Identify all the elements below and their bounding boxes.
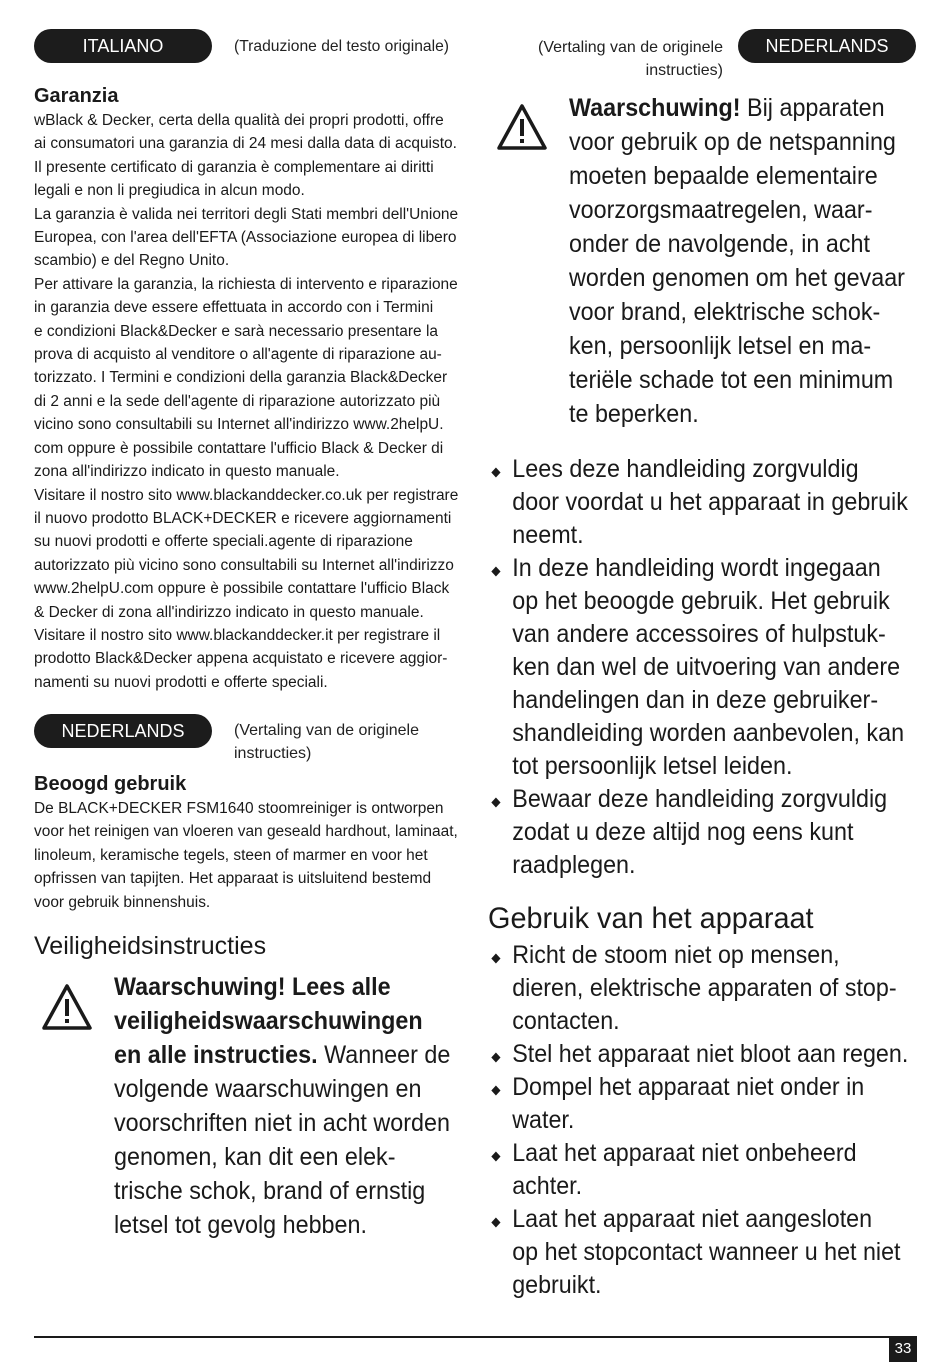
bullet-item xyxy=(488,783,908,882)
warning-bold-text: Waarschuwing! xyxy=(569,94,741,122)
text-line: opfrissen van tapijten. Het apparaat is uitsluitend bestemd xyxy=(34,870,432,888)
warning-line xyxy=(569,227,905,261)
warning-text: Bij apparaten xyxy=(740,94,885,122)
bullet-line: Bewaar deze handleiding zorgvuldig xyxy=(512,785,888,813)
usage-bullet-list xyxy=(488,939,908,1302)
warning-line xyxy=(114,1072,450,1106)
translation-note-nl xyxy=(234,719,419,765)
bullet-item xyxy=(488,1071,908,1137)
bullet-item xyxy=(488,939,908,1038)
warning-line xyxy=(114,1174,450,1208)
warning-text: volgende waarschuwingen en xyxy=(114,1075,422,1103)
bullet-line: Laat het apparaat niet aangesloten xyxy=(512,1205,873,1233)
right-warning-text xyxy=(569,91,905,431)
language-badge-nederlands: NEDERLANDS xyxy=(34,714,212,748)
bullet-line: Lees deze handleiding zorgvuldig xyxy=(512,455,859,483)
translation-note-it: (Traduzione del testo originale) xyxy=(234,38,449,55)
warning-text: voor brand, elektrische schok- xyxy=(569,298,881,326)
bullet-line: neemt. xyxy=(512,521,584,549)
text-line: La garanzia è valida nei territori degli Stati membri dell'Unione xyxy=(34,205,459,223)
bullet-line: In deze handleiding wordt ingegaan xyxy=(512,554,881,582)
translation-note-line: instructies) xyxy=(645,62,723,79)
bullet-diamond-icon xyxy=(491,468,500,478)
translation-note-nl-header xyxy=(520,36,723,82)
warning-line xyxy=(114,1004,450,1038)
safety-warning-text xyxy=(114,970,450,1242)
bullet-line: Richt de stoom niet op mensen, xyxy=(512,941,840,969)
warning-line xyxy=(569,193,905,227)
warning-text: letsel tot gevolg hebben. xyxy=(114,1211,367,1239)
warning-bold-text: Waarschuwing! Lees alle xyxy=(114,973,391,1001)
bullet-line: gebruikt. xyxy=(512,1271,602,1299)
text-line: legali e non li pregiudica in alcun modo. xyxy=(34,182,305,200)
bullet-line: achter. xyxy=(512,1172,583,1200)
warning-line xyxy=(114,1208,450,1242)
bullet-line: handelingen dan in deze gebruiker- xyxy=(512,686,879,714)
text-line: zona all'indirizzo indicato in questo manuale. xyxy=(34,463,340,481)
bullet-line: ken dan wel de uitvoering van andere xyxy=(512,653,901,681)
text-line: Visitare il nostro sito www.blackanddecker.it per registrare il xyxy=(34,626,441,644)
bullet-line: door voordat u het apparaat in gebruik xyxy=(512,488,908,516)
footer-rule xyxy=(34,1336,916,1338)
warning-line xyxy=(569,125,905,159)
text-line: vicino sono consultabili su Internet all'indirizzo www.2helpU. xyxy=(34,416,444,434)
warning-line xyxy=(114,1038,450,1072)
text-line: prodotto Black&Decker appena acquistato e ricevere aggior- xyxy=(34,650,448,668)
text-line: Europea, con l'area dell'EFTA (Associazione europea di libero xyxy=(34,229,457,247)
warning-text: voorschriften niet in acht worden xyxy=(114,1109,450,1137)
bullet-line: van andere accessoires of hulpstuk- xyxy=(512,620,886,648)
page-number: 33 xyxy=(889,1336,917,1362)
text-line: & Decker di zona all'indirizzo indicato in questo manuale. xyxy=(34,603,424,621)
bullet-line: Stel het apparaat niet bloot aan regen. xyxy=(512,1040,909,1068)
text-line: prova di acquisto al venditore o all'agente di riparazione au- xyxy=(34,346,442,364)
text-line: torizzato. I Termini e condizioni della garanzia Black&Decker xyxy=(34,369,448,387)
bullet-item xyxy=(488,1137,908,1203)
bullet-diamond-icon xyxy=(491,954,500,964)
text-line: su nuovi prodotti e offerte speciali.agente di riparazione xyxy=(34,533,413,551)
bullet-item xyxy=(488,1203,908,1302)
section-title-gebruik: Gebruik van het apparaat xyxy=(488,902,814,935)
warning-line xyxy=(569,363,905,397)
text-line: voor gebruik binnenshuis. xyxy=(34,893,211,911)
bullet-line: shandleiding worden aanbevolen, kan xyxy=(512,719,905,747)
text-line: wBlack & Decker, certa della qualità dei propri prodotti, offre xyxy=(34,112,444,129)
beoogd-gebruik-body xyxy=(34,797,458,914)
warning-triangle-icon xyxy=(496,103,548,151)
text-line: voor het reinigen van vloeren van geseald hardhout, laminaat, xyxy=(34,823,458,841)
warning-line xyxy=(114,970,450,1004)
bullet-diamond-icon xyxy=(491,798,500,808)
warning-text: voorzorgsmaatregelen, waar- xyxy=(569,196,873,224)
warning-text: te beperken. xyxy=(569,400,699,428)
warning-line xyxy=(569,329,905,363)
bullet-line: dieren, elektrische apparaten of stop- xyxy=(512,974,897,1002)
translation-note-line: (Vertaling van de originele xyxy=(234,722,420,739)
text-line: www.2helpU.com oppure è possibile contattare l'ufficio Black xyxy=(34,580,450,598)
bullet-diamond-icon xyxy=(491,1053,500,1063)
warning-text: onder de navolgende, in acht xyxy=(569,230,870,258)
bullet-diamond-icon xyxy=(491,567,500,577)
bullet-item xyxy=(488,1038,908,1071)
warning-line xyxy=(569,91,905,125)
bullet-item xyxy=(488,453,908,552)
text-line: di 2 anni e la sede dell'agente di riparazione autorizzato più xyxy=(34,392,441,410)
section-title-garanzia: Garanzia xyxy=(34,85,119,107)
bullet-line: contacten. xyxy=(512,1007,620,1035)
translation-note-line: (Vertaling van de originele xyxy=(537,39,723,56)
warning-line xyxy=(569,397,905,431)
warning-triangle-icon xyxy=(41,983,93,1031)
translation-note-line: instructies) xyxy=(234,745,312,762)
warning-text: trische schok, brand of ernstig xyxy=(114,1177,426,1205)
section-title-veiligheidsinstructies: Veiligheidsinstructies xyxy=(34,932,267,960)
bullet-item xyxy=(488,552,908,783)
text-line: linoleum, keramische tegels, steen of marmer en voor het xyxy=(34,846,428,864)
text-line: autorizzato più vicino sono consultabili su Internet all'indirizzo xyxy=(34,556,454,574)
bullet-line: Laat het apparaat niet onbeheerd xyxy=(512,1139,857,1167)
warning-text: teriële schade tot een minimum xyxy=(569,366,894,394)
text-line: com oppure è possibile contattare l'ufficio Black & Decker di xyxy=(34,439,444,457)
text-line: Il presente certificato di garanzia è complementare ai diritti xyxy=(34,158,434,176)
text-line: namenti su nuovi prodotti e offerte speciali. xyxy=(34,673,328,691)
text-line: scambio) e del Regno Unito. xyxy=(34,252,230,270)
section-title-beoogd-gebruik: Beoogd gebruik xyxy=(34,773,187,795)
text-line: il nuovo prodotto BLACK+DECKER e ricevere aggiornamenti xyxy=(34,509,452,527)
warning-bold-text: veiligheidswaarschuwingen xyxy=(114,1007,423,1035)
warning-text: moeten bepaalde elementaire xyxy=(569,162,878,190)
language-badge-italiano: ITALIANO xyxy=(34,29,212,63)
language-badge-nederlands-header: NEDERLANDS xyxy=(738,29,916,63)
bullet-line: tot persoonlijk letsel leiden. xyxy=(512,752,793,780)
bullet-line: zodat u deze altijd nog eens kunt xyxy=(512,818,854,846)
warning-text: voor gebruik op de netspanning xyxy=(569,128,896,156)
warning-bold-text: en alle instructies. xyxy=(114,1041,318,1069)
bullet-line: raadplegen. xyxy=(512,851,636,879)
bullet-line: op het stopcontact wanneer u het niet xyxy=(512,1238,901,1266)
garanzia-body xyxy=(34,109,458,694)
warning-line xyxy=(114,1106,450,1140)
warning-line xyxy=(569,261,905,295)
bullet-line: op het beoogde gebruik. Het gebruik xyxy=(512,587,890,615)
text-line: De BLACK+DECKER FSM1640 stoomreiniger is ontworpen xyxy=(34,800,444,817)
bullet-diamond-icon xyxy=(491,1218,500,1228)
warning-line xyxy=(569,295,905,329)
text-line: in garanzia deve essere effettuata in accordo con i Termini xyxy=(34,299,434,317)
general-bullet-list xyxy=(488,453,908,882)
bullet-diamond-icon xyxy=(491,1086,500,1096)
warning-text: genomen, kan dit een elek- xyxy=(114,1143,396,1171)
bullet-line: water. xyxy=(512,1106,575,1134)
text-line: Visitare il nostro sito www.blackanddecker.co.uk per registrare xyxy=(34,486,459,504)
text-line: Per attivare la garanzia, la richiesta di intervento e riparazione xyxy=(34,275,458,293)
bullet-diamond-icon xyxy=(491,1152,500,1162)
warning-line xyxy=(569,159,905,193)
text-line: ai consumatori una garanzia di 24 mesi dalla data di acquisto. xyxy=(34,135,457,153)
warning-text: Wanneer de xyxy=(317,1041,451,1069)
text-line: e condizioni Black&Decker e sarà necessario presentare la xyxy=(34,322,438,340)
bullet-line: Dompel het apparaat niet onder in xyxy=(512,1073,865,1101)
warning-text: ken, persoonlijk letsel en ma- xyxy=(569,332,872,360)
warning-text: worden genomen om het gevaar xyxy=(569,264,905,292)
warning-line xyxy=(114,1140,450,1174)
